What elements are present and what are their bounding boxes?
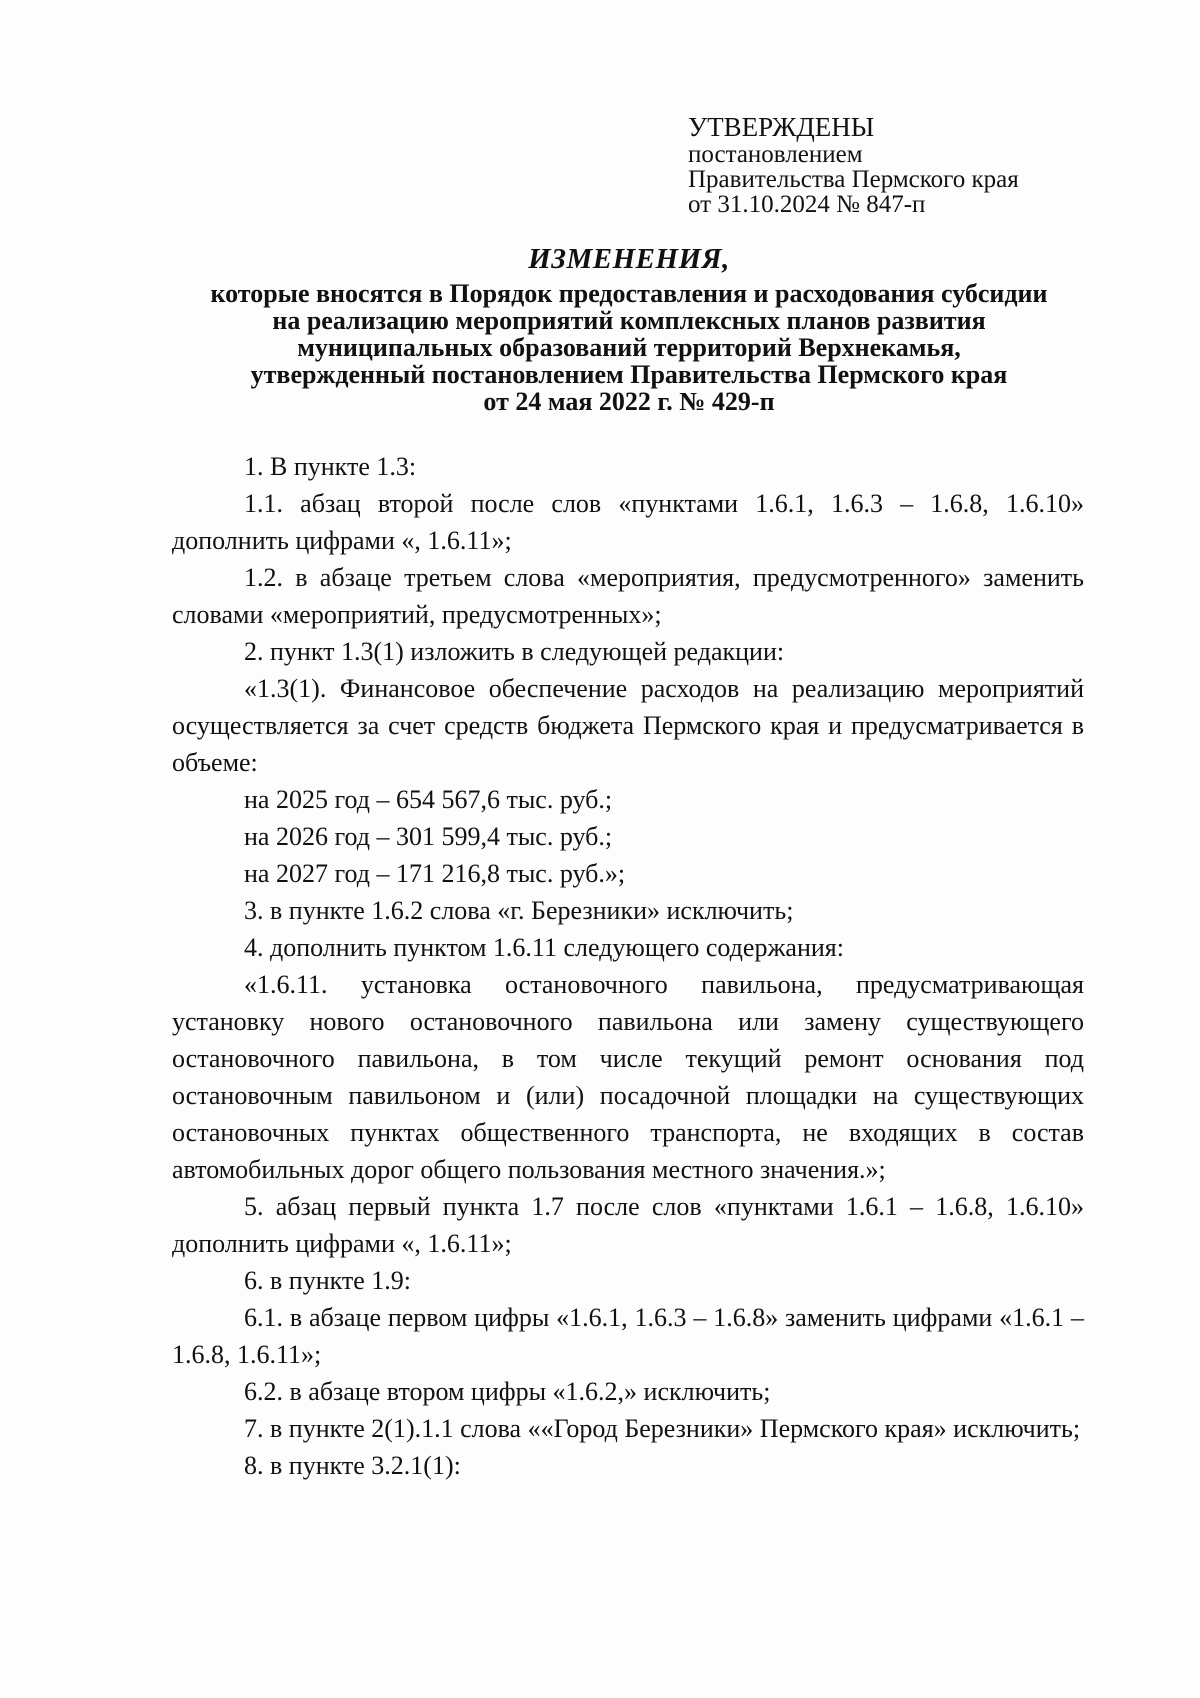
paragraph: на 2025 год – 654 567,6 тыс. руб.; xyxy=(244,785,613,814)
approval-stamp xyxy=(688,112,1108,217)
paragraph: 1.1. абзац второй после слов «пунктами 1.6.1, 1.6.3 – 1.6.8, 1.6.10» дополнить цифрами «, 1.6.11»; xyxy=(172,489,1084,555)
paragraph: 6. в пункте 1.9: xyxy=(244,1266,412,1295)
paragraph: «1.6.11. установка остановочного павильона, предусматривающая установку нового остановочного павильона или замену существующего остановочного павильона, в том числе текущий ремонт основания под остановочным павильоном и (или) посадочной площадки на существующих остановочных пунктах общественного транспорта, не входящих в состав автомобильных дорог общего пользования местного значения.»; xyxy=(172,970,1084,1184)
paragraph: 4. дополнить пунктом 1.6.11 следующего содержания: xyxy=(244,933,844,962)
approval-title: УТВЕРЖДЕНЫ xyxy=(688,112,875,142)
paragraph: на 2027 год – 171 216,8 тыс. руб.»; xyxy=(244,859,626,888)
heading-subtitle-line: от 24 мая 2022 г. № 429-п xyxy=(483,387,775,416)
paragraph: 1.2. в абзаце третьем слова «мероприятия, предусмотренного» заменить словами «мероприятий, предусмотренных»; xyxy=(172,563,1084,629)
paragraph: 8. в пункте 3.2.1(1): xyxy=(244,1451,461,1480)
heading-subtitle-line: на реализацию мероприятий комплексных планов развития xyxy=(272,306,986,335)
heading-subtitle-line: которые вносятся в Порядок предоставления и расходования субсидии xyxy=(210,279,1048,308)
paragraph: 6.1. в абзаце первом цифры «1.6.1, 1.6.3 – 1.6.8» заменить цифрами «1.6.1 – 1.6.8, 1.6.11»; xyxy=(172,1303,1084,1369)
heading-subtitle-line: утвержденный постановлением Правительства Пермского края xyxy=(250,360,1008,389)
heading-title: ИЗМЕНЕНИЯ, xyxy=(528,243,730,275)
heading-subtitle-line: муниципальных образований территорий Верхнекамья, xyxy=(297,333,961,362)
paragraph: 7. в пункте 2(1).1.1 слова ««Город Березники» Пермского края» исключить; xyxy=(244,1414,1081,1443)
heading-subtitle xyxy=(172,280,1086,415)
document-heading xyxy=(172,242,1086,415)
approval-line: постановлением xyxy=(688,141,863,168)
paragraph: 2. пункт 1.3(1) изложить в следующей редакции: xyxy=(244,637,785,666)
paragraph: 1. В пункте 1.3: xyxy=(244,452,417,481)
paragraph: на 2026 год – 301 599,4 тыс. руб.; xyxy=(244,822,613,851)
paragraph: 3. в пункте 1.6.2 слова «г. Березники» исключить; xyxy=(244,896,794,925)
approval-line: Правительства Пермского края xyxy=(688,166,1019,193)
approval-line: от 31.10.2024 № 847-п xyxy=(688,191,926,218)
paragraph: 5. абзац первый пункта 1.7 после слов «пунктами 1.6.1 – 1.6.8, 1.6.10» дополнить цифрами «, 1.6.11»; xyxy=(172,1192,1084,1258)
paragraph: 6.2. в абзаце втором цифры «1.6.2,» исключить; xyxy=(244,1377,771,1406)
paragraph: «1.3(1). Финансовое обеспечение расходов на реализацию мероприятий осуществляется за счет средств бюджета Пермского края и предусматривается в объеме: xyxy=(172,674,1084,777)
document-body xyxy=(172,448,1084,1484)
